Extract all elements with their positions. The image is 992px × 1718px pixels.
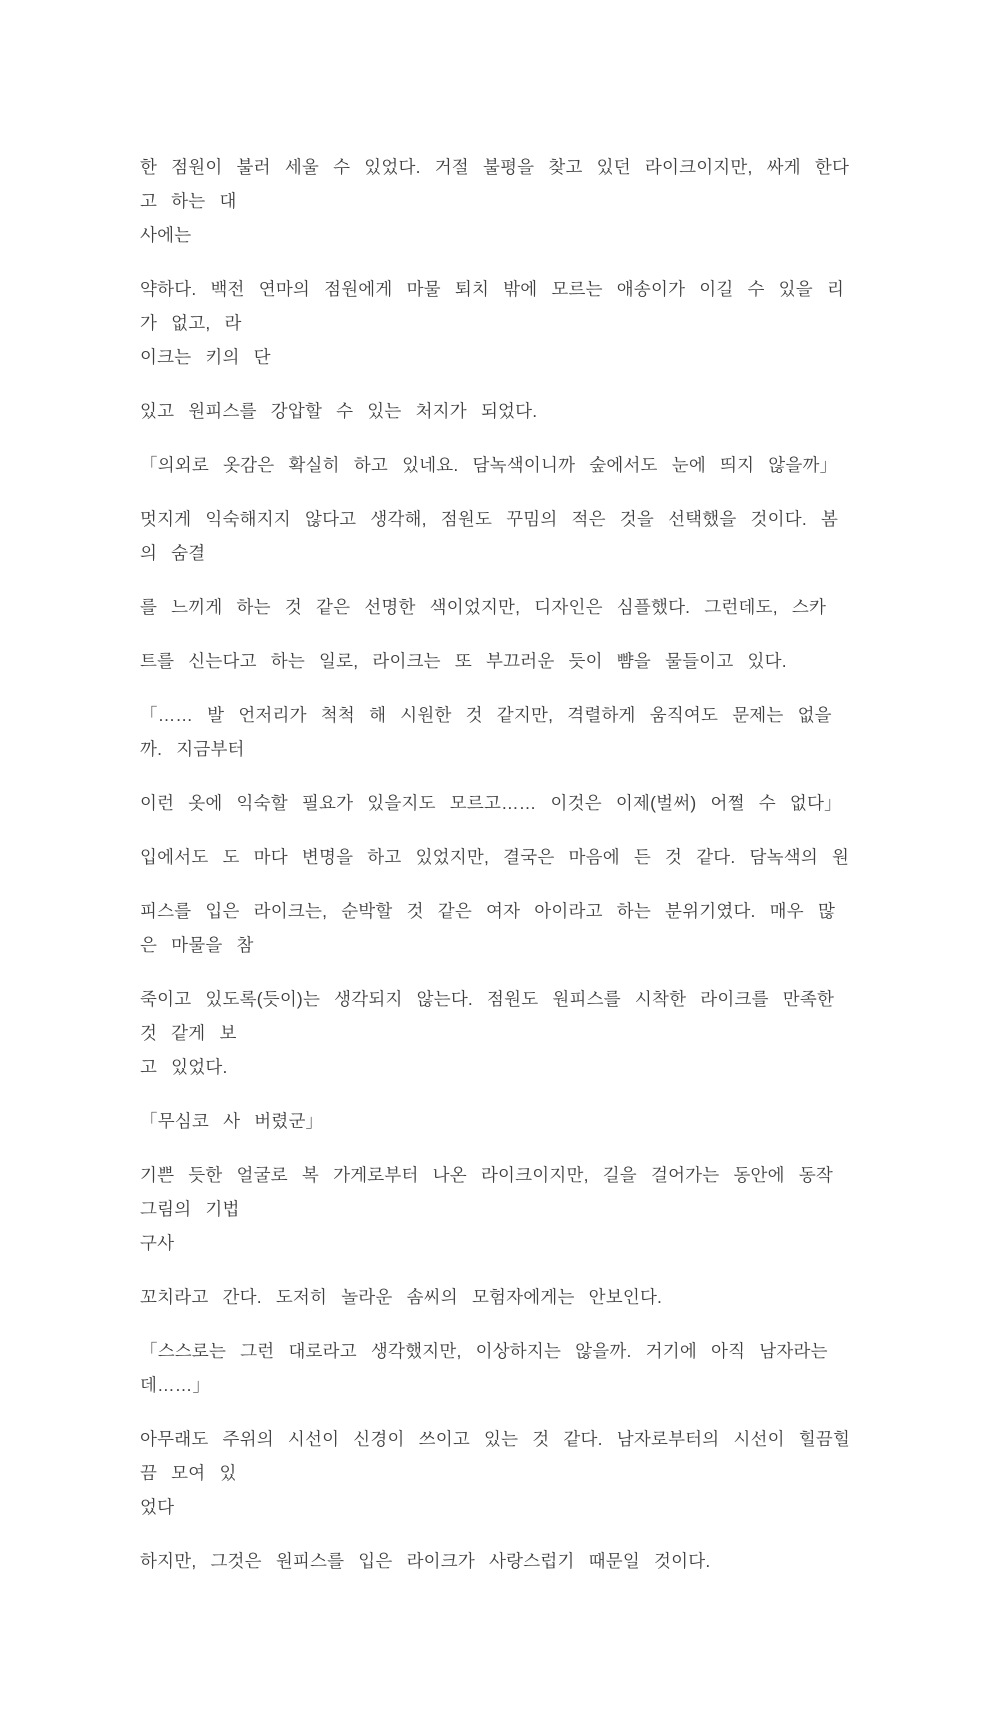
text-line: 이런 옷에 익숙할 필요가 있을지도 모르고…… 이것은 이제(벌써) 어쩔 수 없다」 — [140, 793, 842, 813]
paragraph — [140, 840, 852, 874]
text-line: 기쁜 듯한 얼굴로 복 가게로부터 나온 라이크이지만, 길을 걸어가는 동안에 동작 그림의 기법 — [140, 1165, 834, 1219]
paragraph — [140, 590, 852, 624]
text-line: 구사 — [140, 1233, 175, 1253]
text-body — [140, 150, 852, 1578]
text-line: 트를 신는다고 하는 일로, 라이크는 또 부끄러운 듯이 뺨을 물들이고 있다. — [140, 651, 787, 671]
text-line: 「의외로 옷감은 확실히 하고 있네요. 담녹색이니까 숲에서도 눈에 띄지 않을까」 — [140, 455, 838, 475]
paragraph — [140, 1158, 852, 1260]
paragraph — [140, 1544, 852, 1578]
text-line: 꼬치라고 간다. 도저히 놀라운 솜씨의 모험자에게는 안보인다. — [140, 1287, 663, 1307]
paragraph — [140, 448, 852, 482]
paragraph — [140, 272, 852, 374]
paragraph — [140, 982, 852, 1084]
text-line: 입에서도 도 마다 변명을 하고 있었지만, 결국은 마음에 든 것 같다. 담녹색의 원 — [140, 847, 850, 867]
text-line: 「무심코 사 버렸군」 — [140, 1111, 324, 1131]
paragraph — [140, 394, 852, 428]
text-line: 「…… 발 언저리가 척척 해 시원한 것 같지만, 격렬하게 움직여도 문제는 없을까. 지금부터 — [140, 705, 832, 759]
text-line: 있고 원피스를 강압할 수 있는 처지가 되었다. — [140, 401, 538, 421]
paragraph — [140, 502, 852, 570]
text-line: 하지만, 그것은 원피스를 입은 라이크가 사랑스럽기 때문일 것이다. — [140, 1551, 711, 1571]
text-line: 멋지게 익숙해지지 않다고 생각해, 점원도 꾸밈의 적은 것을 선택했을 것이다. 봄의 숨결 — [140, 509, 839, 563]
paragraph — [140, 1422, 852, 1524]
text-line: 를 느끼게 하는 것 같은 선명한 색이었지만, 디자인은 심플했다. 그런데도, 스카 — [140, 597, 827, 617]
paragraph — [140, 1280, 852, 1314]
paragraph — [140, 698, 852, 766]
paragraph — [140, 786, 852, 820]
paragraph — [140, 894, 852, 962]
text-line: 고 있었다. — [140, 1057, 228, 1077]
text-line: 아무래도 주위의 시선이 신경이 쓰이고 있는 것 같다. 남자로부터의 시선이 힐끔힐끔 모여 있 — [140, 1429, 851, 1483]
paragraph — [140, 644, 852, 678]
text-line: 죽이고 있도록(듯이)는 생각되지 않는다. 점원도 원피스를 시착한 라이크를 만족한 것 같게 보 — [140, 989, 835, 1043]
text-line: 었다 — [140, 1497, 175, 1517]
paragraph — [140, 1104, 852, 1138]
paragraph — [140, 150, 852, 252]
text-line: 한 점원이 불러 세울 수 있었다. 거절 불평을 찾고 있던 라이크이지만, 싸게 한다고 하는 대 — [140, 157, 850, 211]
text-line: 이크는 키의 단 — [140, 347, 271, 367]
text-line: 피스를 입은 라이크는, 순박할 것 같은 여자 아이라고 하는 분위기였다. 매우 많은 마물을 참 — [140, 901, 836, 955]
text-line: 약하다. 백전 연마의 점원에게 마물 퇴치 밖에 모르는 애송이가 이길 수 있을 리가 없고, 라 — [140, 279, 845, 333]
text-line: 사에는 — [140, 225, 192, 245]
paragraph — [140, 1334, 852, 1402]
text-line: 「스스로는 그런 대로라고 생각했지만, 이상하지는 않을까. 거기에 아직 남자라는데……」 — [140, 1341, 828, 1395]
